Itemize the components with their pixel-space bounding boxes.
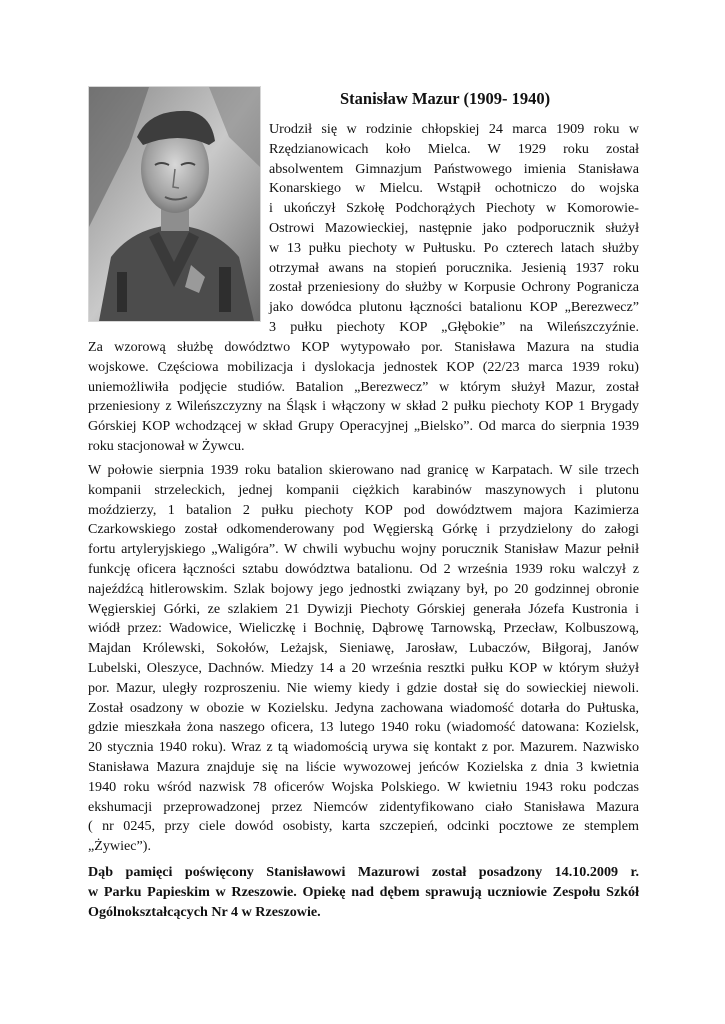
- portrait-image: [89, 87, 260, 321]
- text-line: funkcję oficera łączności sztabu dowództwa batalionu. Od 2 września 1939 roku walczył z: [88, 560, 639, 577]
- text-line: najeźdźcą hitlerowskim. Szlak bojowy jego jednostki związany był, po 20 godzinnej obronie: [88, 580, 639, 597]
- text-line: Czarkowskiego został odkomenderowany pod Węgierską Górkę i przydzielony do załogi: [88, 521, 639, 538]
- text-line: 3 pułku piechoty KOP „Głębokie” na Wileńszczyźnie.: [269, 318, 639, 335]
- text-line: Konarskiego w Mielcu. Wstąpił ochotniczo do wojska: [269, 180, 639, 197]
- text-line: kompanii strzeleckich, jednej kompanii ciężkich karabinów maszynowych i plutonu: [88, 481, 639, 498]
- text-line: uniemożliwiła podjęcie studiów. Batalion „Berezwecz” w którym służył Mazur, został: [88, 378, 639, 395]
- text-line: Górskiej KOP wchodzącej w skład Grupy Operacyjnej „Bielsko”. Od marca do sierpnia 1939: [88, 418, 639, 435]
- text-line: ekshumacji przeprowadzonej przez Niemców zidentyfikowano ciało Stanisława Mazura: [88, 798, 639, 815]
- text-line: Węgierskiej Górki, ze szlakiem 21 Dywizji Piechoty Górskiej generała Józefa Kustronia i: [88, 600, 639, 617]
- text-line: roku stacjonował w Żywcu.: [88, 437, 245, 454]
- text-line: W połowie sierpnia 1939 roku batalion skierowano nad granicę w Karpatach. W sile trzech: [88, 462, 639, 478]
- text-line: Stanisława Mazura znajduje się na liście wywozowej jeńców Kozielska z dnia 3 kwietnia: [88, 758, 639, 775]
- text-line: fortu artyleryjskiego „Waligóra”. W chwili wybuchu wojny porucznik Stanisław Mazur pełnił: [88, 541, 639, 558]
- text-line: ( nr 0245, przy ciele dowód osobisty, karta szczepień, odcinki pocztowe ze stemplem: [88, 818, 639, 835]
- text-line: 20 stycznia 1940 roku). Wraz z tą wiadomością urywa się kontakt z por. Mazurem. Nazwisko: [88, 739, 639, 756]
- text-line: Został osadzony w obozie w Kozielsku. Jedyna zachowana wiadomość dotarła do Pułtuska,: [88, 699, 639, 716]
- paragraph-memorial-oak: [88, 863, 639, 922]
- text-line: absolwentem Gimnazjum Państwowego imienia Stanisława: [269, 160, 639, 177]
- text-line: wojskowe. Częściowa mobilizacja i dyslokacja jednostek KOP (22/23 marca 1939 roku): [88, 358, 639, 375]
- portrait-photo: [88, 86, 261, 322]
- text-line: otrzymał awans na stopień porucznika. Jesienią 1937 roku: [269, 259, 639, 276]
- text-line: Rzędzianowicach koło Mielca. W 1929 roku został: [269, 140, 639, 157]
- text-line: został przeniesiony do służby w Korpusie Ochrony Pogranicza: [269, 279, 639, 296]
- text-line: wiódł przez: Wadowice, Wieliczkę i Bochnię, Dąbrowę Tarnowską, Przecław, Kolbuszową,: [88, 620, 639, 637]
- text-line: „Żywiec”).: [88, 838, 151, 855]
- text-line: jako dowódca plutonu łączności batalionu KOP „Berezwecz”: [269, 299, 639, 316]
- text-line: Ostrowi Mazowieckiej, następnie jako podporucznik służył: [269, 219, 639, 236]
- text-line: Ogólnokształcących Nr 4 w Rzeszowie.: [88, 903, 321, 920]
- text-line: por. Mazur, uległy rozproszeniu. Nie wiemy kiedy i gdzie dostał się do sowieckiej niewoli.: [88, 679, 639, 696]
- text-line: gdzie mieszkała żona naszego oficera, 13 lutego 1940 roku (wiadomość datowana: Kozielsk,: [88, 719, 639, 736]
- text-line: Za wzorową służbę dowództwo KOP wytypowało por. Stanisława Mazura na studia: [88, 339, 639, 355]
- paragraph-continuation: [88, 338, 639, 457]
- text-line: Lubelski, Oleszyce, Dachnów. Miedzy 14 a 20 września resztki pułku KOP w którym służył: [88, 659, 639, 676]
- text-line: w Parku Papieskim w Rzeszowie. Opiekę nad dębem sprawują uczniowie Zespołu Szkół: [88, 883, 639, 900]
- paragraph-campaign: [88, 461, 639, 857]
- intro-paragraph: [269, 120, 639, 338]
- text-line: przeniesiony z Wileńszczyzny na Śląsk i włączony w skład 2 pułku piechoty KOP 1 Brygady: [88, 398, 639, 415]
- page-title: Stanisław Mazur (1909- 1940): [340, 89, 551, 108]
- text-line: Urodził się w rodzinie chłopskiej 24 marca 1909 roku w: [269, 121, 639, 137]
- text-line: moździerzy, 1 batalion 2 pułku piechoty KOP pod dowództwem majora Kazimierza: [88, 501, 639, 518]
- text-line: 1940 roku wśród nazwisk 78 oficerów Wojska Polskiego. W kwietniu 1943 roku podczas: [88, 778, 639, 795]
- text-line: i ukończył Szkołę Podchorążych Piechoty w Komorowie-: [269, 200, 639, 217]
- text-line: Dąb pamięci poświęcony Stanisławowi Mazurowi został posadzony 14.10.2009 r.: [88, 864, 639, 880]
- text-line: Majdan Królewski, Sokołów, Leżajsk, Sieniawę, Jarosław, Lubaczów, Biłgoraj, Janów: [88, 640, 639, 657]
- text-line: w 13 pułku piechoty w Pułtusku. Po czterech latach służby: [269, 239, 639, 256]
